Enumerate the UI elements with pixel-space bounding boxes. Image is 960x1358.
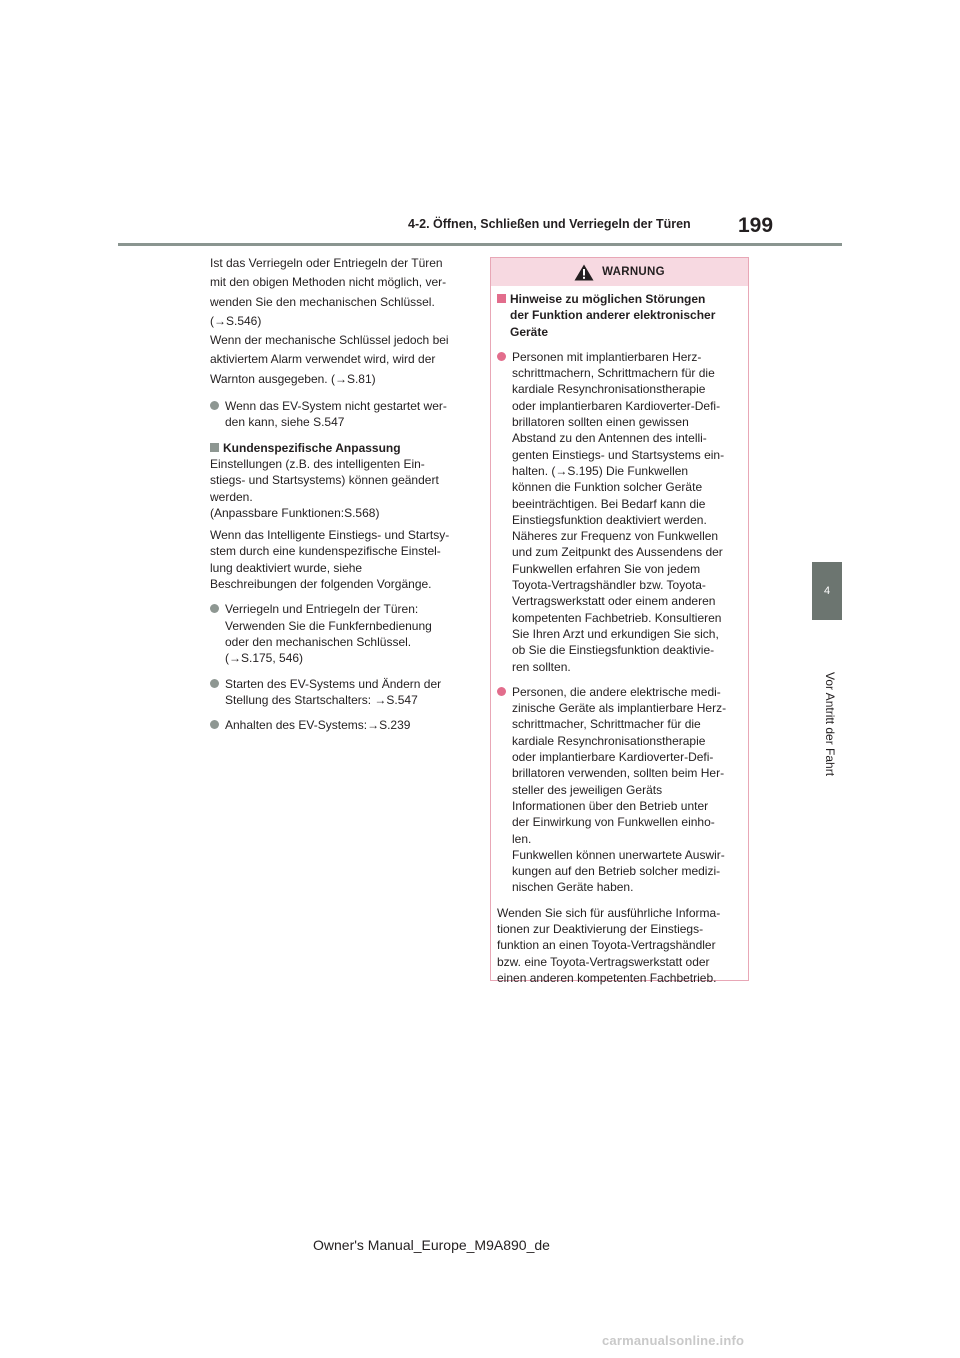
text-line: Wenn der mechanische Schlüssel jedoch bei	[210, 333, 449, 348]
text-line: bzw. eine Toyota-Vertragswerkstatt oder	[497, 954, 710, 969]
text-line: Verriegeln und Entriegeln der Türen:	[225, 602, 419, 617]
warning-bullet-medical-devices	[497, 684, 742, 896]
text-line: Vertragswerkstatt oder einem anderen	[512, 594, 716, 609]
text-line: steller des jeweiligen Geräts	[512, 782, 663, 797]
bullet-stop-ev	[210, 717, 472, 733]
text-line: Starten des EV-Systems und Ändern der	[225, 676, 442, 691]
text-line: kompetenten Fachbetrieb. Konsultieren	[512, 610, 722, 625]
text-line: kungen auf den Betrieb solcher medizi-	[512, 864, 721, 879]
heading-text: Hinweise zu möglichen Störungen	[510, 292, 706, 306]
warning-title: WARNUNG	[602, 266, 665, 278]
warning-closing	[497, 905, 742, 986]
warning-bullet-implants	[497, 349, 742, 675]
text-line: stem durch eine kundenspezifische Einstel-	[210, 544, 441, 559]
text-line: len.	[512, 831, 532, 846]
square-bullet-icon	[497, 294, 506, 303]
text-line: Funkwellen können unerwartete Auswir-	[512, 847, 725, 862]
text-line: Wenn das Intelligente Einstiegs- und Startsy-	[210, 528, 450, 543]
warning-body	[491, 286, 748, 986]
bullet-dot-icon	[210, 679, 219, 688]
text-line: lung deaktiviert wurde, siehe	[210, 560, 363, 575]
text-line: Wenden Sie sich für ausführliche Informa-	[497, 905, 721, 920]
text-line: aktiviertem Alarm verwendet wird, wird der	[210, 352, 436, 367]
text-line: Informationen über den Betrieb unter	[512, 798, 709, 813]
text-line: Sie Ihren Arzt und erkundigen Sie sich,	[512, 626, 719, 641]
text-line: Personen, die andere elektrische medi-	[512, 684, 721, 699]
text-line: Anhalten des EV-Systems:→S.239	[225, 718, 411, 733]
text-line: mit den obigen Methoden nicht möglich, ver-	[210, 275, 447, 290]
section-title: 4-2. Öffnen, Schließen und Verriegeln der Türen	[408, 217, 691, 231]
text-line: brillatoren verwenden, sollten beim Her-	[512, 766, 725, 781]
text-line: Abstand zu den Antennen des intelli-	[512, 431, 707, 446]
text-line: schrittmachern, Schrittmachern für die	[512, 366, 715, 381]
warning-box	[490, 257, 749, 985]
chapter-tab	[812, 562, 842, 620]
text-line: Ist das Verriegeln oder Entriegeln der Türen	[210, 256, 443, 270]
text-line: und zum Zeitpunkt des Aussendens der	[512, 545, 723, 560]
text-line: oder den mechanischen Schlüssel.	[225, 634, 412, 649]
text-line: (Anpassbare Funktionen:S.568)	[210, 505, 380, 520]
text-line: Warnton ausgegeben. (→S.81)	[210, 371, 376, 386]
text-line: Funkwellen erfahren Sie von jedem	[512, 561, 701, 576]
bullet-lock-unlock	[210, 601, 472, 666]
text-line: tionen zur Deaktivierung der Einstiegs-	[497, 921, 704, 936]
text-line: werden.	[210, 489, 253, 504]
chapter-title: Vor Antritt der Fahrt	[823, 672, 837, 777]
text-line: (→S.546)	[210, 313, 262, 328]
text-line: Toyota-Vertragshändler bzw. Toyota-	[512, 578, 706, 593]
chapter-number: 4	[823, 585, 831, 597]
text-line: Einstiegsfunktion deaktiviert werden.	[512, 512, 707, 527]
text-line: kardiale Resynchronisationstherapie	[512, 733, 706, 748]
bullet-dot-icon	[497, 352, 506, 361]
bullet-dot-icon	[497, 687, 506, 696]
text-line: stiegs- und Startsystems) können geändert	[210, 473, 439, 488]
text-line: Personen mit implantierbaren Herz-	[512, 349, 702, 364]
bullet-dot-icon	[210, 604, 219, 613]
text-line: funktion an einen Toyota-Vertragshändler	[497, 938, 716, 953]
text-line: der Einwirkung von Funkwellen einho-	[512, 815, 715, 830]
heading-text: der Funktion anderer elektronischer	[510, 308, 716, 323]
text-line: Beschreibungen der folgenden Vorgänge.	[210, 577, 432, 592]
warning-heading	[497, 291, 742, 340]
text-line: schrittmacher, Schrittmacher für die	[512, 717, 701, 732]
text-line: genten Einstiegs- und Startsystems ein-	[512, 447, 725, 462]
text-line: beeinträchtigen. Bei Bedarf kann die	[512, 496, 706, 511]
text-line: Stellung des Startschalters: →S.547	[225, 692, 418, 707]
text-line: oder implantierbaren Kardioverter-Defi-	[512, 398, 721, 413]
heading-text: Kundenspezifische Anpassung	[223, 440, 401, 455]
heading-text: Geräte	[510, 324, 549, 339]
main-text-column	[210, 254, 472, 733]
bullet-dot-icon	[210, 720, 219, 729]
text-line: brillatoren sollten einen gewissen	[512, 415, 689, 430]
text-line: wenden Sie den mechanischen Schlüssel.	[210, 294, 435, 309]
text-line: Verwenden Sie die Funkfernbedienung	[225, 618, 432, 633]
text-line: können die Funktion solcher Geräte	[512, 480, 703, 495]
text-line: zinische Geräte als implantierbare Herz-	[512, 701, 727, 716]
header-divider	[118, 243, 842, 246]
text-line: Wenn das EV-System nicht gestartet wer-	[225, 399, 447, 414]
page-number: 199	[738, 214, 774, 237]
text-line: (→S.175, 546)	[225, 651, 304, 666]
text-line: kardiale Resynchronisationstherapie	[512, 382, 706, 397]
warning-header	[491, 258, 748, 286]
text-line: halten. (→S.195) Die Funkwellen	[512, 463, 689, 478]
text-line: nischen Geräte haben.	[512, 880, 634, 895]
warning-triangle-icon	[574, 264, 594, 281]
square-bullet-icon	[210, 443, 219, 452]
text-line: Näheres zur Frequenz von Funkwellen	[512, 529, 719, 544]
text-line: oder implantierbare Kardioverter-Defi-	[512, 750, 714, 765]
text-line: den kann, siehe S.547	[225, 415, 345, 430]
bullet-start-ev	[210, 676, 472, 709]
text-line: Einstellungen (z.B. des intelligenten Ein-	[210, 456, 425, 471]
heading-custom-settings	[210, 440, 472, 456]
bullet-ev-system	[210, 398, 472, 431]
manual-footer: Owner's Manual_Europe_M9A890_de	[313, 1237, 550, 1253]
watermark: carmanualsonline.info	[602, 1333, 745, 1348]
bullet-dot-icon	[210, 401, 219, 410]
text-line: ren sollten.	[512, 659, 571, 674]
text-line: einen anderen kompetenten Fachbetrieb.	[497, 970, 717, 985]
text-line: ob Sie die Einstiegsfunktion deaktivie-	[512, 643, 715, 658]
